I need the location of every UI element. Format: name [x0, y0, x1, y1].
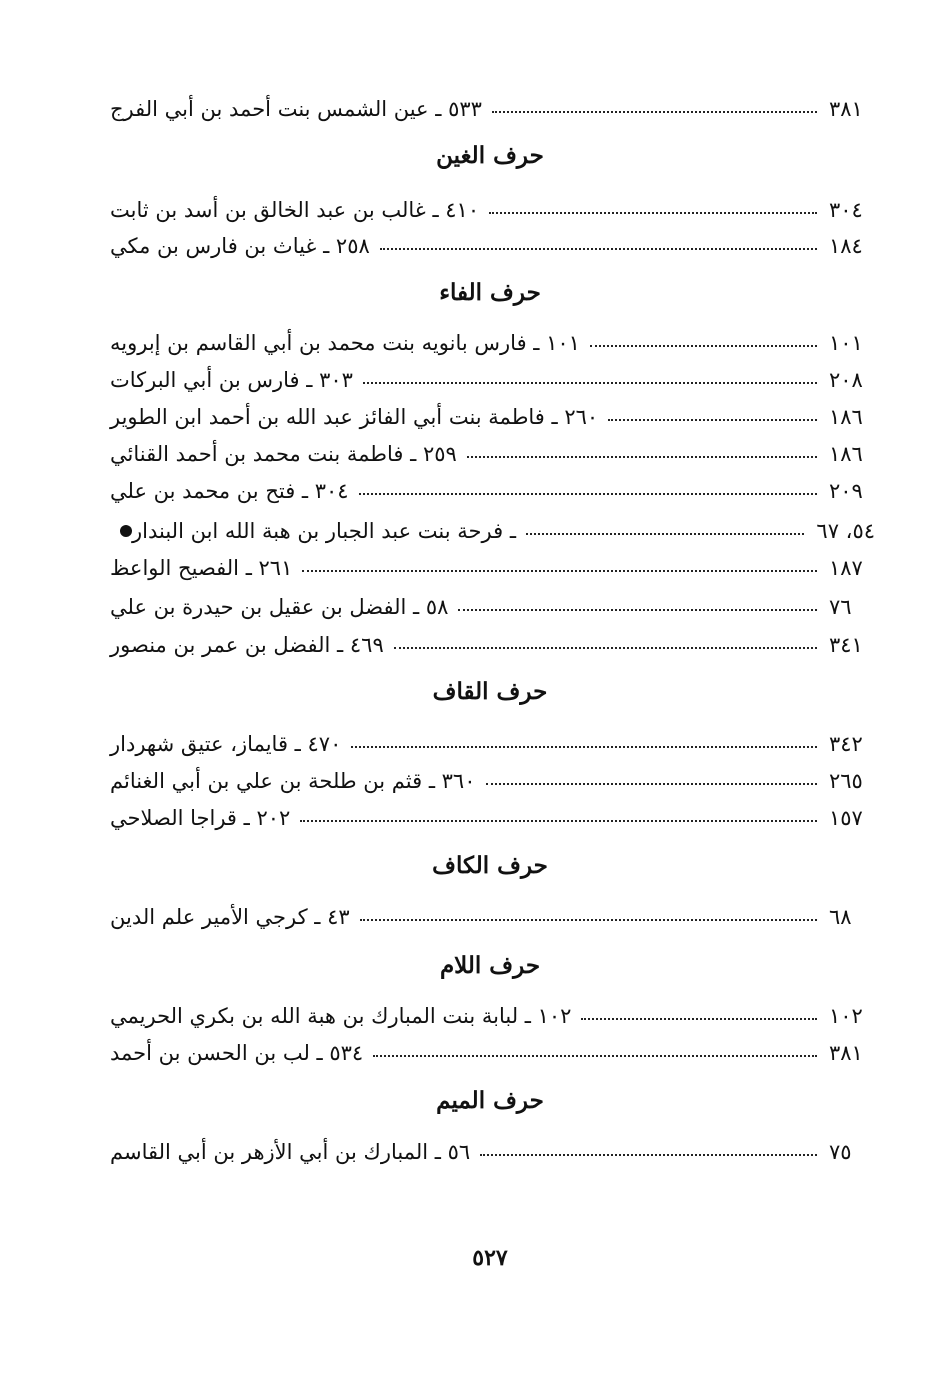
leader-dots [380, 248, 817, 250]
leader-dots [486, 783, 818, 785]
entry-page: ١٨٧ [829, 556, 863, 580]
leader-dots [359, 493, 817, 495]
leader-dots [363, 382, 817, 384]
leader-dots [360, 919, 817, 921]
entry-page: ٦٨ [829, 905, 852, 929]
leader-dots [480, 1154, 817, 1156]
entry-text: ٥٦ ـ المبارك بن أبي الأزهر بن أبي القاسم [110, 1140, 471, 1164]
entry-page: ٣٨١ [829, 97, 863, 121]
leader-dots [526, 533, 804, 535]
index-entry [110, 363, 875, 397]
entry-text: ١٠٢ ـ لبابة بنت المبارك بن هبة الله بن بكري الحريمي [110, 1004, 572, 1028]
entry-page: ١٨٦ [829, 442, 863, 466]
entry-page: ١٠١ [829, 331, 863, 355]
leader-dots [394, 647, 817, 649]
bullet-icon [120, 525, 132, 537]
leader-dots [608, 419, 817, 421]
leader-dots [590, 345, 817, 347]
leader-dots [302, 570, 817, 572]
entry-page: ١٨٤ [829, 234, 863, 258]
index-entry [110, 551, 875, 585]
index-entry [110, 999, 875, 1033]
entry-text: ٢٠٢ ـ قراجا الصلاحي [110, 806, 291, 830]
leader-dots [351, 746, 817, 748]
entry-page: ١٥٧ [829, 806, 863, 830]
entry-page: ٣٠٤ [829, 198, 863, 222]
index-entry [110, 900, 875, 934]
index-entry [110, 727, 875, 761]
leader-dots [581, 1018, 817, 1020]
entry-text: ٣٦٠ ـ قثم بن طلحة بن علي بن أبي الغنائم [110, 769, 476, 793]
entry-page: ٥٤، ٦٧ [816, 519, 875, 543]
index-entry [110, 229, 875, 263]
entry-page: ٧٦ [829, 595, 852, 619]
index-entry [110, 326, 875, 360]
index-entry [110, 590, 875, 624]
entry-text: ٥٣٤ ـ لب بن الحسن بن أحمد [110, 1041, 364, 1065]
index-entry [110, 628, 875, 662]
entry-text: ١٠١ ـ فارس بانويه بنت محمد بن أبي القاسم بن إبرويه [110, 331, 580, 355]
index-entry [110, 1135, 875, 1169]
entry-text: ٢٥٨ ـ غياث بن فارس بن مكي [110, 234, 370, 258]
section-heading-lam: حرف اللام [439, 952, 541, 979]
entry-page: ٢٠٩ [829, 479, 863, 503]
entry-page: ١٠٢ [829, 1004, 863, 1028]
entry-text: ٥٣٣ ـ عين الشمس بنت أحمد بن أبي الفرج [110, 97, 482, 121]
index-entry [110, 193, 875, 227]
entry-page: ٣٤١ [829, 633, 863, 657]
entry-text: ـ فرحة بنت عبد الجبار بن هبة الله ابن البندار [132, 519, 516, 543]
leader-dots [467, 456, 817, 458]
leader-dots [300, 820, 817, 822]
entry-page: ٢٦٥ [829, 769, 863, 793]
index-entry-bulleted [110, 514, 875, 548]
entry-text: ٤٧٠ ـ قايماز، عتيق شهردار [110, 732, 342, 756]
section-heading-kaf: حرف الكاف [432, 852, 548, 879]
entry-text: ٤١٠ ـ غالب بن عبد الخالق بن أسد بن ثابت [110, 198, 480, 222]
entry-page: ٧٥ [829, 1140, 852, 1164]
index-entry [110, 437, 875, 471]
entry-text: ٣٠٤ ـ فتح بن محمد بن علي [110, 479, 349, 503]
section-heading-mim: حرف الميم [436, 1087, 544, 1114]
leader-dots [458, 609, 817, 611]
entry-page: ٣٤٢ [829, 732, 863, 756]
entry-page: ٣٨١ [829, 1041, 863, 1065]
index-entry [110, 400, 875, 434]
index-entry [110, 764, 875, 798]
leader-dots [489, 212, 817, 214]
index-entry [110, 801, 875, 835]
entry-text: ٢٦١ ـ الفصيح الواعظ [110, 556, 293, 580]
entry-page: ٢٠٨ [829, 368, 863, 392]
entry-text: ٤٣ ـ كرجي الأمير علم الدين [110, 905, 350, 929]
page-number: ٥٢٧ [472, 1245, 508, 1271]
leader-dots [492, 111, 817, 113]
entry-text: ٢٥٩ ـ فاطمة بنت محمد بن أحمد القنائي [110, 442, 457, 466]
entry-text: ٥٨ ـ الفضل بن عقيل بن حيدرة بن علي [110, 595, 449, 619]
entry-page: ١٨٦ [829, 405, 863, 429]
entry-text: ٢٦٠ ـ فاطمة بنت أبي الفائز عبد الله بن أحمد ابن الطوير [110, 405, 599, 429]
leader-dots [373, 1055, 817, 1057]
index-entry [110, 474, 875, 508]
section-heading-qaf: حرف القاف [432, 678, 548, 705]
index-entry [110, 1036, 875, 1070]
entry-text: ٣٠٣ ـ فارس بن أبي البركات [110, 368, 353, 392]
index-entry [110, 92, 875, 126]
entry-text: ٤٦٩ ـ الفضل بن عمر بن منصور [110, 633, 384, 657]
section-heading-fa: حرف الفاء [439, 279, 541, 306]
section-heading-ghayn: حرف الغين [436, 142, 544, 169]
